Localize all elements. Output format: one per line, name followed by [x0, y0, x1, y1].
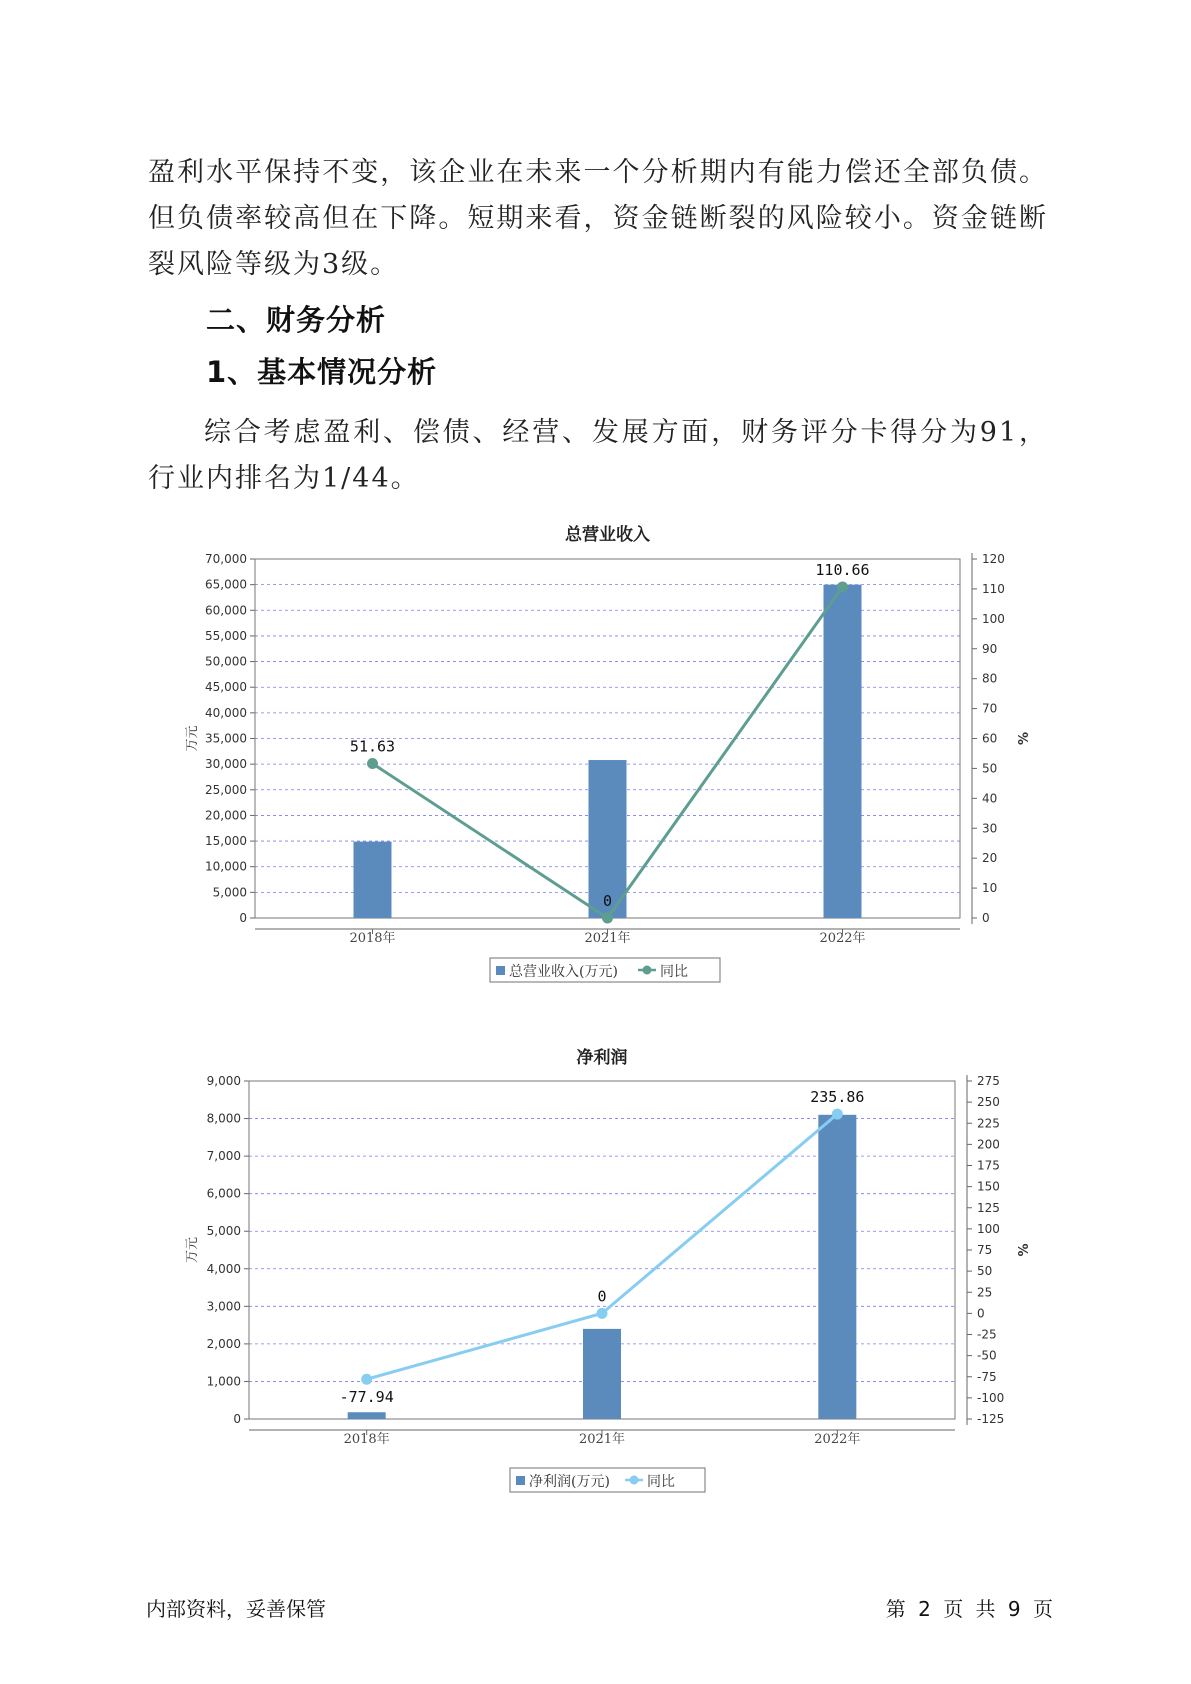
- y2-tick-label: 275: [977, 1074, 1000, 1088]
- y-tick-label: 35,000: [205, 731, 247, 746]
- data-label: 110.66: [815, 560, 870, 579]
- y2-axis-label: %: [1017, 1243, 1032, 1257]
- legend-swatch-bar: [496, 966, 505, 975]
- data-label: 0: [597, 1287, 607, 1306]
- chart-title: 净利润: [576, 1048, 628, 1068]
- section-heading: 二、财务分析: [206, 303, 387, 337]
- yoy-point: [832, 1109, 843, 1120]
- y2-tick-label: 125: [977, 1200, 1000, 1215]
- yoy-point: [367, 758, 378, 769]
- y2-tick-label: -75: [977, 1369, 997, 1384]
- y-axis-label: 万元: [185, 725, 200, 752]
- paragraph-score-summary: 综合考虑盈利、偿债、经营、发展方面，财务评分卡得分为91，行业内排名为1/44。: [148, 417, 1048, 494]
- x-tick-label: 2018年: [349, 931, 396, 946]
- y-tick-label: 5,000: [212, 885, 247, 900]
- y-tick-label: 3,000: [206, 1299, 241, 1314]
- y-tick-label: 45,000: [205, 680, 247, 695]
- y2-tick-label: -125: [977, 1412, 1005, 1426]
- bar: [824, 585, 862, 918]
- y2-tick-label: -25: [977, 1327, 997, 1342]
- y2-tick-label: 110: [982, 581, 1005, 596]
- data-label: 235.86: [810, 1088, 865, 1107]
- bar: [818, 1115, 856, 1419]
- y-tick-label: 4,000: [206, 1261, 241, 1276]
- paragraph-risk-summary: 盈利水平保持不变，该企业在未来一个分析期内有能力偿还全部负债。但负债率较高但在下降。短期来看，资金链断裂的风险较小。资金链断裂风险等级为3级。: [148, 157, 1048, 280]
- y-tick-label: 7,000: [206, 1149, 241, 1164]
- y-tick-label: 8,000: [206, 1111, 241, 1126]
- yoy-point: [597, 1308, 608, 1319]
- y2-tick-label: 175: [977, 1158, 1000, 1173]
- y2-tick-label: 70: [982, 701, 998, 716]
- x-tick-label: 2021年: [584, 931, 631, 946]
- y2-tick-label: 10: [982, 881, 998, 896]
- y-axis-label: 万元: [185, 1236, 200, 1264]
- y2-tick-label: 75: [977, 1243, 993, 1257]
- y-tick-label: 60,000: [205, 603, 247, 618]
- yoy-point: [602, 913, 613, 924]
- y2-tick-label: 20: [982, 851, 998, 866]
- y-tick-label: 2,000: [206, 1336, 241, 1351]
- footer-confidential-note: 内部资料，妥善保管: [146, 1597, 326, 1621]
- y2-tick-label: 30: [982, 821, 998, 836]
- x-tick-label: 2022年: [814, 1432, 861, 1447]
- y2-tick-label: 120: [982, 552, 1005, 566]
- y2-tick-label: 200: [977, 1137, 1000, 1152]
- y2-tick-label: 80: [982, 671, 998, 686]
- y-tick-label: 15,000: [205, 834, 247, 849]
- chart-net-profit: [0, 1020, 1191, 1500]
- legend-swatch-marker: [630, 1476, 639, 1485]
- bar: [348, 1412, 386, 1419]
- y2-tick-label: 250: [977, 1095, 1000, 1110]
- y-tick-label: 25,000: [205, 782, 247, 797]
- legend-label-line: 同比: [647, 1474, 675, 1490]
- y-tick-label: 55,000: [205, 628, 247, 643]
- y2-tick-label: -100: [977, 1390, 1005, 1405]
- y2-tick-label: 100: [982, 611, 1005, 626]
- y-tick-label: 6,000: [206, 1186, 241, 1201]
- x-tick-label: 2022年: [819, 931, 866, 946]
- chart-net-profit-svg: [0, 1020, 1191, 1500]
- y2-tick-label: 0: [982, 911, 990, 925]
- y2-tick-label: 225: [977, 1116, 1000, 1131]
- footer-page-number: 第 2 页 共 9 页: [885, 1597, 1053, 1621]
- legend-swatch-marker: [643, 966, 652, 975]
- x-tick-label: 2018年: [343, 1432, 390, 1447]
- data-label: 0: [602, 892, 613, 910]
- y2-tick-label: 60: [982, 731, 998, 746]
- y-tick-label: 70,000: [205, 552, 247, 566]
- y2-tick-label: 50: [982, 761, 998, 776]
- y-tick-label: 40,000: [205, 705, 247, 720]
- y-tick-label: 9,000: [206, 1074, 241, 1088]
- y-tick-label: 65,000: [205, 577, 247, 592]
- y-tick-label: 20,000: [205, 808, 247, 823]
- bar: [354, 842, 392, 918]
- y2-tick-label: 90: [982, 641, 998, 656]
- y2-tick-label: 150: [977, 1179, 1000, 1194]
- data-label: -77.94: [339, 1388, 394, 1407]
- bar: [583, 1329, 621, 1419]
- yoy-point: [361, 1374, 372, 1385]
- y-tick-label: 0: [233, 1412, 241, 1426]
- legend-swatch-bar: [516, 1476, 525, 1485]
- y2-tick-label: -50: [977, 1348, 997, 1363]
- yoy-point: [837, 581, 848, 592]
- y-tick-label: 0: [239, 911, 247, 925]
- legend-label-bar: 净利润(万元): [529, 1474, 610, 1490]
- chart-total-revenue-svg: [0, 520, 1191, 990]
- legend-label-bar: 总营业收入(万元): [509, 964, 618, 980]
- y2-tick-label: 100: [977, 1221, 1000, 1236]
- y2-tick-label: 40: [982, 791, 998, 806]
- chart-total-revenue: [0, 520, 1191, 990]
- subsection-heading: 1、基本情况分析: [206, 355, 438, 389]
- data-label: 51.63: [349, 737, 396, 756]
- y-tick-label: 30,000: [205, 757, 247, 772]
- y2-tick-label: 0: [977, 1306, 985, 1321]
- y-tick-label: 1,000: [206, 1374, 241, 1389]
- y2-tick-label: 25: [977, 1285, 993, 1300]
- chart-title: 总营业收入: [565, 525, 650, 545]
- y-tick-label: 5,000: [206, 1224, 241, 1239]
- x-tick-label: 2021年: [578, 1432, 626, 1447]
- y-tick-label: 10,000: [205, 859, 247, 874]
- y-tick-label: 50,000: [205, 654, 247, 669]
- legend-label-line: 同比: [660, 964, 688, 980]
- y2-axis-label: %: [1017, 731, 1032, 746]
- y2-tick-label: 50: [977, 1264, 993, 1279]
